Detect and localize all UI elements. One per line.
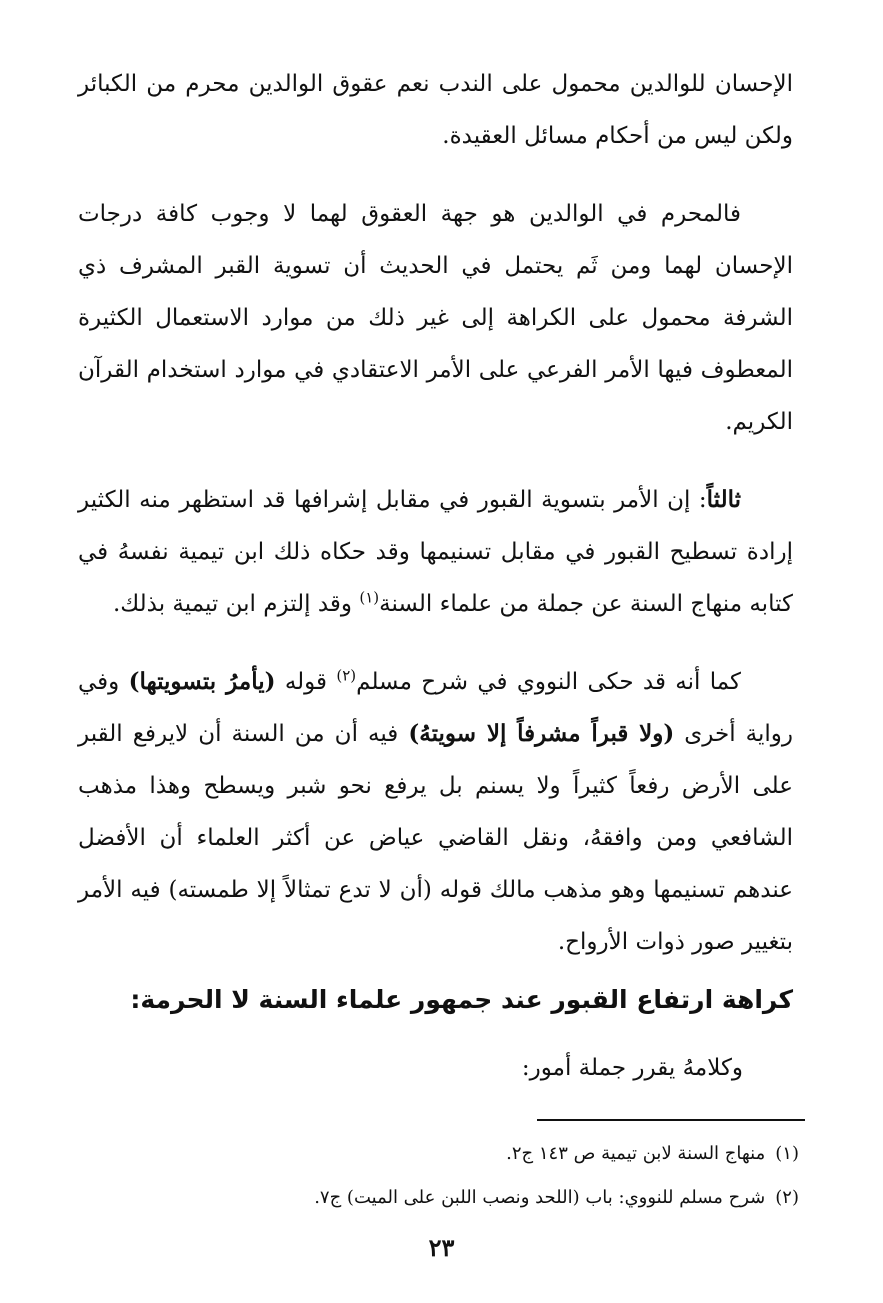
- paragraph-1-text: الإحسان للوالدين محمول على الندب نعم عقوق الوالدين محرم من الكبائر ولكن ليس من أحكام مسائل العقيدة.: [78, 71, 793, 149]
- paragraph-1: [78, 58, 793, 162]
- paragraph-2: [78, 188, 793, 448]
- hadith-quote-2: (ولا قبراً مشرفاً إلا سويتهُ): [408, 720, 675, 747]
- footnotes: [200, 1132, 799, 1220]
- paragraph-4-text-b: قوله: [275, 669, 337, 695]
- paragraph-3-lead: ثالثاً: [706, 486, 741, 513]
- footnote-2: [200, 1176, 799, 1220]
- paragraph-4-text-d: فيه أن من السنة أن لايرفع القبر على الأرض رفعاً كثيراً ولا يسنم بل يرفع نحو شبر ويسطح وهذا مذهب الشافعي ومن وافقهُ، ونقل القاضي عياض عن أكثر العلماء أن الأفضل عندهم تسنيمها وهو مذهب مالك قوله (أن لا تدع تمثالاً إلا طمسته) فيه الأمر بتغيير صور ذوات الأرواح.: [78, 721, 793, 955]
- footnote-divider: [537, 1119, 805, 1121]
- paragraph-4-text-c: وفي رواية أخرى: [78, 669, 793, 747]
- paragraph-4-text-a: كما أنه قد حكى النووي في شرح مسلم: [356, 669, 741, 695]
- page-number: ٢٣: [428, 1233, 455, 1262]
- paragraph-4: [78, 656, 793, 968]
- paragraph-3-text-a: : إن الأمر بتسوية القبور في مقابل إشرافها قد استظهر منه الكثير إرادة تسطيح القبور في مقابل تسنيمها وقد حكاه ذلك ابن تيمية نفسهُ في كتابه منهاج السنة عن جملة من علماء السنة: [78, 487, 793, 617]
- footnote-ref-1: (١): [359, 588, 380, 607]
- footnote-1: [200, 1132, 799, 1176]
- footnote-ref-2: (٢): [336, 666, 357, 685]
- paragraph-3-text-b: وقد إلتزم ابن تيمية بذلك.: [112, 591, 360, 617]
- hadith-quote-1: (يأمرُ بتسويتها): [128, 668, 276, 695]
- footnote-1-number: (١): [775, 1143, 799, 1164]
- paragraph-2-text: فالمحرم في الوالدين هو جهة العقوق لهما لا وجوب كافة درجات الإحسان لهما ومن ثَم يحتمل في الحديث أن تسوية القبر المشرف ذي الشرفة محمول على الكراهة إلى غير ذلك من موارد الاستعمال الكثيرة المعطوف فيها الأمر الفرعي على الأمر الاعتقادي في موارد استخدام القرآن الكريم.: [78, 201, 793, 435]
- main-text: [78, 58, 793, 994]
- paragraph-3: [78, 474, 793, 630]
- section-lead-line: وكلامهُ يقرر جملة أمور:: [521, 1055, 743, 1081]
- footnote-2-number: (٢): [775, 1187, 799, 1208]
- section-heading: كراهة ارتفاع القبور عند جمهور علماء السنة لا الحرمة:: [130, 985, 793, 1014]
- footnote-1-text: منهاج السنة لابن تيمية ص ١٤٣ ج٢.: [506, 1143, 766, 1164]
- footnote-2-text: شرح مسلم للنووي: باب (اللحد ونصب اللبن على الميت) ج٧.: [314, 1187, 766, 1208]
